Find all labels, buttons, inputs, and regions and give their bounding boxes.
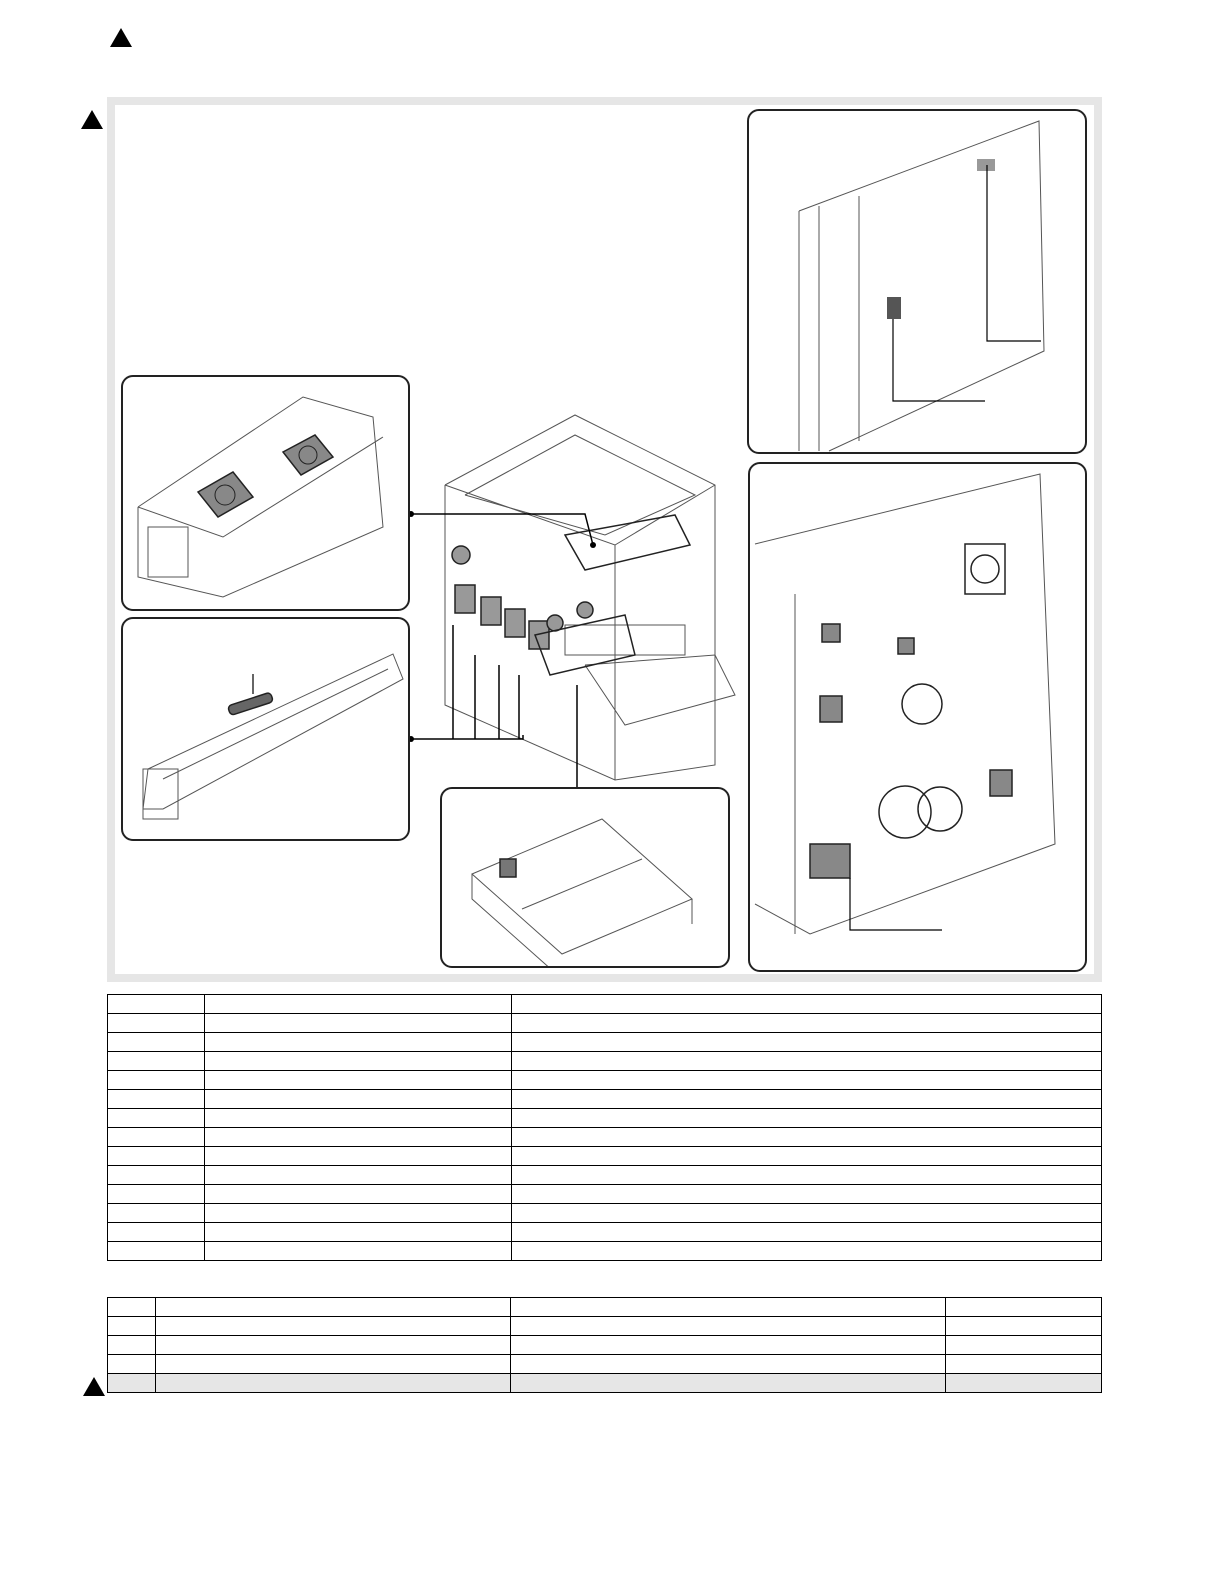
table-row <box>108 1052 1102 1071</box>
table-cell <box>205 1109 512 1128</box>
notes-table <box>107 1297 1102 1393</box>
table-cell <box>512 1033 1102 1052</box>
table-cell <box>512 1128 1102 1147</box>
table-cell <box>108 1336 156 1355</box>
laser-unit-illustration <box>442 789 728 966</box>
table-cell <box>512 1166 1102 1185</box>
table-cell <box>156 1355 511 1374</box>
table-cell <box>108 1242 205 1261</box>
table-cell <box>108 1109 205 1128</box>
table-cell <box>511 1317 946 1336</box>
table-cell <box>108 1052 205 1071</box>
table-row <box>108 1336 1102 1355</box>
table-cell <box>946 1336 1102 1355</box>
table-cell <box>512 1242 1102 1261</box>
table-cell <box>108 1204 205 1223</box>
warning-triangle-icon <box>83 1377 105 1396</box>
table-cell <box>108 1355 156 1374</box>
table-cell <box>205 1052 512 1071</box>
table-cell <box>512 995 1102 1014</box>
table-cell <box>512 1090 1102 1109</box>
table-cell <box>512 1014 1102 1033</box>
table-cell <box>512 1147 1102 1166</box>
table-cell <box>205 1242 512 1261</box>
fan-unit-detail-panel <box>121 375 410 611</box>
table-cell <box>108 1223 205 1242</box>
table-row <box>108 1147 1102 1166</box>
rear-fans-illustration <box>750 464 1085 970</box>
table-cell <box>205 1071 512 1090</box>
parts-illustration <box>107 97 1102 982</box>
table-cell <box>205 1147 512 1166</box>
table-cell <box>512 1185 1102 1204</box>
table-cell <box>511 1336 946 1355</box>
table-row <box>108 1090 1102 1109</box>
table-cell <box>205 1014 512 1033</box>
table-row <box>108 1223 1102 1242</box>
toner-cartridge-illustration <box>123 619 408 839</box>
table-cell <box>156 1336 511 1355</box>
table-cell <box>512 1052 1102 1071</box>
table-cell <box>108 1071 205 1090</box>
table-row <box>108 1071 1102 1090</box>
table-cell <box>205 1204 512 1223</box>
table-cell <box>512 1071 1102 1090</box>
table-row <box>108 1033 1102 1052</box>
table-cell <box>108 1374 156 1393</box>
table-cell <box>946 1317 1102 1336</box>
table-cell <box>205 1166 512 1185</box>
table-cell <box>205 1185 512 1204</box>
table-row <box>108 1355 1102 1374</box>
table-cell <box>108 1166 205 1185</box>
table-row <box>108 1109 1102 1128</box>
table-cell <box>946 1298 1102 1317</box>
rear-fans-detail-panel <box>748 462 1087 972</box>
table-cell <box>156 1298 511 1317</box>
table-cell <box>108 1128 205 1147</box>
table-row <box>108 1185 1102 1204</box>
table-cell <box>511 1374 946 1393</box>
table-cell <box>512 1223 1102 1242</box>
table-cell <box>108 1014 205 1033</box>
rear-cover-illustration <box>749 111 1085 452</box>
table-cell <box>946 1355 1102 1374</box>
table-row <box>108 1374 1102 1393</box>
parts-table <box>107 994 1102 1261</box>
table-row <box>108 1014 1102 1033</box>
table-cell <box>205 995 512 1014</box>
toner-cartridge-detail-panel <box>121 617 410 841</box>
table-cell <box>108 1185 205 1204</box>
table-cell <box>108 1033 205 1052</box>
table-cell <box>205 1090 512 1109</box>
rear-cover-detail-panel <box>747 109 1087 454</box>
table-cell <box>205 1033 512 1052</box>
table-row <box>108 1204 1102 1223</box>
table-cell <box>108 1298 156 1317</box>
table-row <box>108 1166 1102 1185</box>
table-row <box>108 1298 1102 1317</box>
table-cell <box>108 1317 156 1336</box>
table-cell <box>108 1090 205 1109</box>
fan-unit-illustration <box>123 377 408 609</box>
table-cell <box>156 1317 511 1336</box>
table-cell <box>512 1109 1102 1128</box>
table-cell <box>205 1223 512 1242</box>
table-cell <box>108 995 205 1014</box>
warning-triangle-icon <box>81 110 103 129</box>
table-cell <box>156 1374 511 1393</box>
table-row <box>108 1242 1102 1261</box>
warning-triangle-icon <box>110 28 132 47</box>
table-cell <box>205 1128 512 1147</box>
table-cell <box>511 1355 946 1374</box>
table-cell <box>108 1147 205 1166</box>
laser-unit-detail-panel <box>440 787 730 968</box>
table-cell <box>511 1298 946 1317</box>
table-cell <box>946 1374 1102 1393</box>
table-row <box>108 1317 1102 1336</box>
table-row <box>108 1128 1102 1147</box>
table-row <box>108 995 1102 1014</box>
table-cell <box>512 1204 1102 1223</box>
